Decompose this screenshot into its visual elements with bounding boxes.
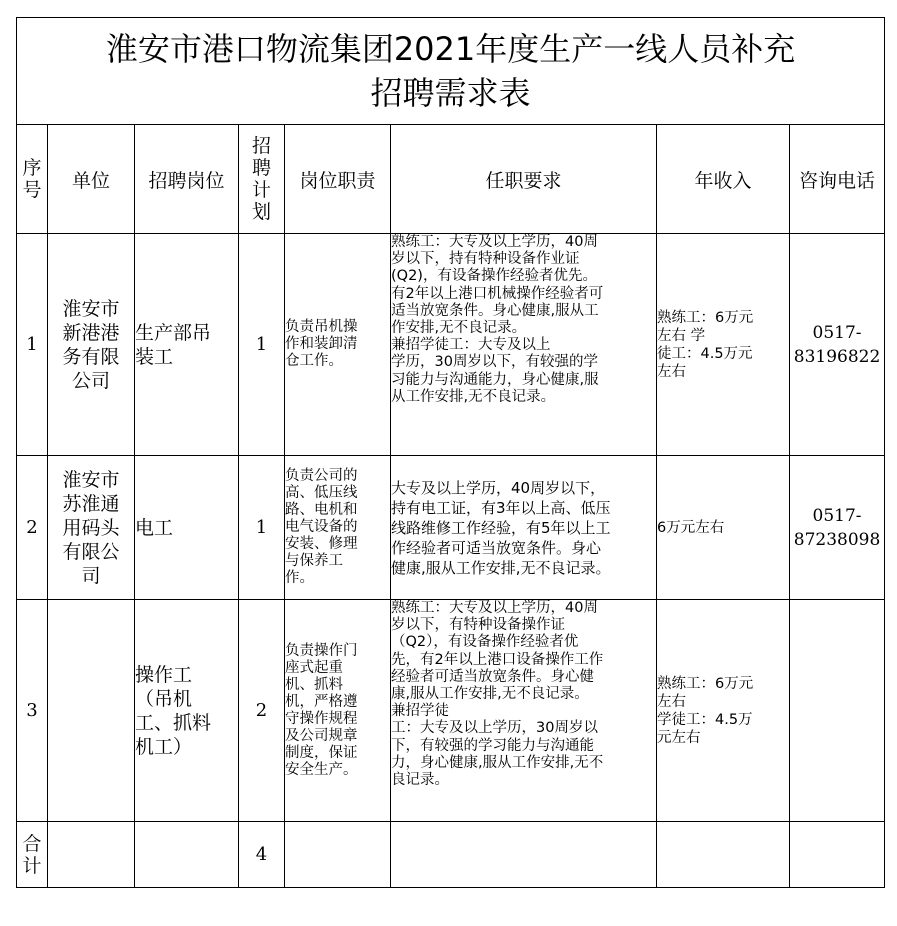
- row-seq: 3: [17, 600, 48, 822]
- row-requirements: 熟练工：大专及以上学历，40周 岁以下，持有特种设备作业证 (Q2)，有设备操作经验者优先。 有2年以上港口机械操作经验者可 适当放宽条件。身心健康,服从工 作安排,无不良记录。 兼招学徒工：大专及以上 学历，30周岁以下，有较强的学 习能力与沟通能力，身心健康,服 从工作安排,无不良记录。: [391, 234, 657, 456]
- header-phone: 咨询电话: [790, 125, 885, 234]
- row-plan: 1: [239, 234, 285, 456]
- total-post-empty: [135, 822, 239, 888]
- title-row: [17, 18, 885, 125]
- row-duty: 负责操作门 座式起重 机、抓料 机，严格遵 守操作规程 及公司规章 制度，保证 安全生产。: [285, 600, 391, 822]
- row-post: 生产部吊 装工: [135, 234, 239, 456]
- total-label: 合 计: [17, 822, 48, 888]
- table-row: [17, 600, 885, 822]
- total-phone-empty: [790, 822, 885, 888]
- header-post: 招聘岗位: [135, 125, 239, 234]
- row-requirements: 熟练工：大专及以上学历，40周 岁以下，有特种设备操作证 （Q2），有设备操作经验者优 先，有2年以上港口设备操作工作 经验者可适当放宽条件。身心健 康,服从工作安排,无不良记录。 兼招学徒 工：大专及以上学历，30周岁以 下，有较强的学习能力与沟通能 力，身心健康,服从工作安排,无不 良记录。: [391, 600, 657, 822]
- row-income: 熟练工：6万元 左右 学 徒工：4.5万元 左右: [657, 234, 790, 456]
- row-post: 操作工 （吊机 工、抓料 机工）: [135, 600, 239, 822]
- header-plan: 招 聘 计 划: [239, 125, 285, 234]
- row-income: 熟练工：6万元 左右 学徒工：4.5万 元左右: [657, 600, 790, 822]
- row-plan: 2: [239, 600, 285, 822]
- row-unit: 淮安市 新港港 务有限 公司: [48, 234, 135, 456]
- table-title: [17, 18, 885, 125]
- row-phone: [790, 600, 885, 822]
- row-seq: 1: [17, 234, 48, 456]
- total-duty-empty: [285, 822, 391, 888]
- header-unit: 单位: [48, 125, 135, 234]
- row-phone: 0517- 83196822: [790, 234, 885, 456]
- total-row: [17, 822, 885, 888]
- row-duty: 负责吊机操 作和装卸清 仓工作。: [285, 234, 391, 456]
- total-unit-empty: [48, 822, 135, 888]
- table-row: [17, 234, 885, 456]
- recruitment-table: [16, 17, 885, 888]
- title-line-1: 淮安市港口物流集团2021年度生产一线人员补充: [105, 30, 796, 68]
- row-post: 电工: [135, 456, 239, 600]
- row-plan: 1: [239, 456, 285, 600]
- row-seq: 2: [17, 456, 48, 600]
- row-requirements: 大专及以上学历，40周岁以下， 持有电工证，有3年以上高、低压 线路维修工作经验，有5年以上工 作经验者可适当放宽条件。身心 健康,服从工作安排,无不良记录。: [391, 456, 657, 600]
- row-unit: [48, 600, 135, 822]
- row-duty: 负责公司的 高、低压线 路、电机和 电气设备的 安装、修理 与保养工 作。: [285, 456, 391, 600]
- row-phone: 0517- 87238098: [790, 456, 885, 600]
- total-income-empty: [657, 822, 790, 888]
- header-row: [17, 125, 885, 234]
- row-income: 6万元左右: [657, 456, 790, 600]
- total-plan: 4: [239, 822, 285, 888]
- header-duty: 岗位职责: [285, 125, 391, 234]
- row-unit: 淮安市 苏淮通 用码头 有限公 司: [48, 456, 135, 600]
- header-seq: 序 号: [17, 125, 48, 234]
- header-income: 年收入: [657, 125, 790, 234]
- table-row: [17, 456, 885, 600]
- title-line-2: 招聘需求表: [370, 74, 531, 112]
- total-req-empty: [391, 822, 657, 888]
- header-requirements: 任职要求: [391, 125, 657, 234]
